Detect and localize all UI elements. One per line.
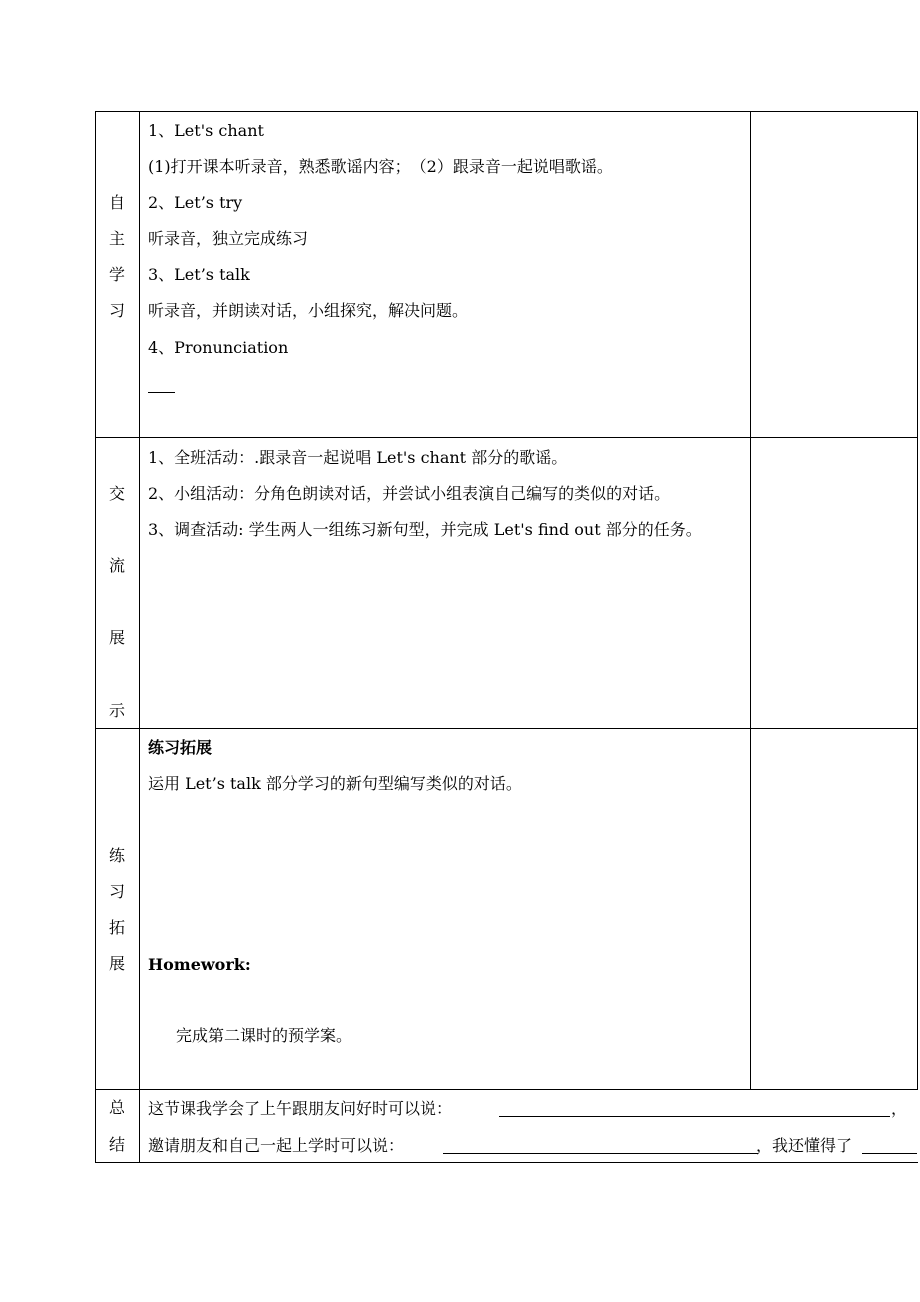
homework-heading: Homework: — [148, 955, 251, 974]
row-divider-1 — [95, 437, 918, 438]
summary-line-2-prefix: 邀请朋友和自己一起上学时可以说： — [148, 1136, 405, 1155]
table-bottom-border — [95, 1162, 918, 1163]
notes-column-divider — [750, 111, 751, 1090]
row-divider-3 — [95, 1089, 918, 1090]
summary-fill-blank-3[interactable] — [862, 1153, 917, 1154]
homework-text: 完成第二课时的预学案。 — [176, 1026, 353, 1045]
self-study-line: 听录音，独立完成练习 — [148, 229, 309, 248]
practice-heading: 练习拓展 — [148, 738, 213, 757]
section-label-char: 结 — [108, 1135, 125, 1154]
table-left-border — [95, 111, 96, 1163]
section-label-char: 总 — [108, 1098, 125, 1117]
summary-fill-blank-2[interactable] — [443, 1153, 758, 1154]
section-label-char: 示 — [108, 701, 125, 720]
summary-fill-blank-1[interactable] — [499, 1116, 890, 1117]
self-study-line: (1)打开课本听录音，熟悉歌谣内容； （2）跟录音一起说唱歌谣。 — [148, 157, 613, 176]
self-study-line: 1、Let's chant — [148, 121, 264, 140]
summary-line-1-prefix: 这节课我学会了上午跟朋友问好时可以说： — [148, 1099, 453, 1118]
section-label-char: 主 — [108, 229, 125, 248]
section-label-char: 拓 — [108, 918, 125, 937]
section-label-char: 自 — [108, 193, 125, 212]
section-label-char: 展 — [108, 954, 125, 973]
row-divider-2 — [95, 728, 918, 729]
section-label-char: 练 — [108, 846, 125, 865]
short-rule — [148, 392, 175, 393]
summary-line-2-mid: ，我还懂得了 — [756, 1136, 853, 1155]
self-study-line: 3、Let’s talk — [148, 265, 250, 284]
practice-line: 运用 Let’s talk 部分学习的新句型编写类似的对话。 — [148, 774, 522, 793]
table-right-border — [917, 111, 918, 1090]
label-column-divider — [139, 111, 140, 1163]
self-study-line: 2、Let’s try — [148, 193, 243, 212]
section-label-char: 习 — [108, 882, 125, 901]
section-label-char: 展 — [108, 628, 125, 647]
exchange-line: 1、全班活动：.跟录音一起说唱 Let's chant 部分的歌谣。 — [148, 448, 568, 467]
self-study-line: 4、Pronunciation — [148, 338, 289, 357]
section-label-char: 交 — [108, 484, 125, 503]
section-label-char: 习 — [108, 301, 125, 320]
section-label-char: 学 — [108, 265, 125, 284]
exchange-line: 2、小组活动：分角色朗读对话，并尝试小组表演自己编写的类似的对话。 — [148, 484, 671, 503]
exchange-line: 3、调查活动: 学生两人一组练习新句型，并完成 Let's find out 部分的任务。 — [148, 520, 702, 539]
self-study-line: 听录音，并朗读对话，小组探究，解决问题。 — [148, 301, 469, 320]
section-label-char: 流 — [108, 556, 125, 575]
summary-line-1-suffix: ， — [891, 1099, 908, 1118]
table-top-border — [95, 111, 918, 112]
